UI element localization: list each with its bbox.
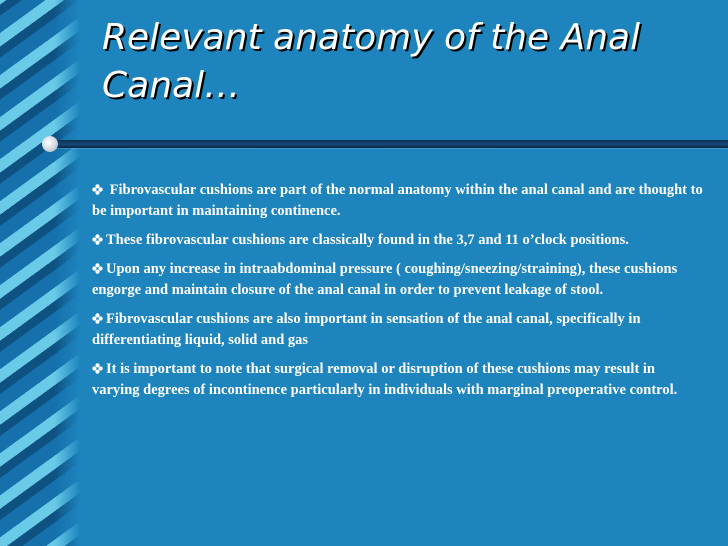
bullet-text: Upon any increase in intraabdominal pressure ( coughing/sneezing/straining), these cushions engorge and maintain closure of the anal canal in order to prevent leakage of stool. bbox=[92, 261, 678, 298]
bullet-item bbox=[92, 359, 706, 401]
bullet-text: Fibrovascular cushions are also important in sensation of the anal canal, specifically in differentiating liquid, solid and gas bbox=[92, 311, 641, 348]
divider-knob-icon bbox=[42, 136, 58, 152]
bullet-item bbox=[92, 230, 706, 251]
bullet-text: Fibrovascular cushions are part of the normal anatomy within the anal canal and are thought to be important in maintaining continence. bbox=[92, 182, 703, 219]
title-divider bbox=[42, 136, 728, 152]
divider-bar bbox=[52, 140, 728, 148]
decorative-stripe-border bbox=[0, 0, 80, 546]
bullet-item bbox=[92, 180, 706, 222]
diamond-bullet-icon bbox=[92, 263, 103, 274]
bullet-item bbox=[92, 259, 706, 301]
diamond-bullet-icon bbox=[92, 313, 103, 324]
bullet-text: These fibrovascular cushions are classically found in the 3,7 and 11 o’clock positions. bbox=[106, 232, 629, 248]
diamond-bullet-icon bbox=[92, 234, 103, 245]
diamond-bullet-icon bbox=[92, 363, 103, 374]
diamond-bullet-icon bbox=[92, 184, 103, 195]
bullet-item bbox=[92, 309, 706, 351]
bullet-text: It is important to note that surgical removal or disruption of these cushions may result in varying degrees of incontinence particularly in individuals with marginal preoperative control. bbox=[92, 361, 678, 398]
bullet-list bbox=[92, 180, 706, 409]
slide-title: Relevant anatomy of the Anal Canal… bbox=[102, 17, 641, 106]
